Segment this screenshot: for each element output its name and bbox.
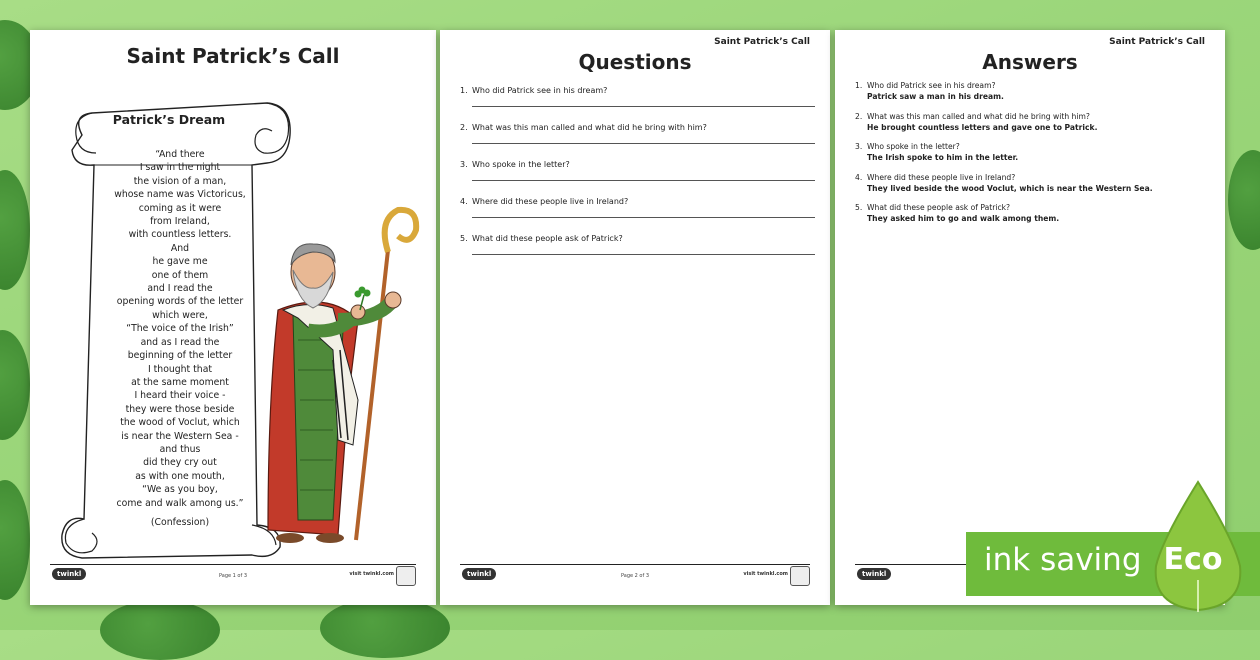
question-text: Where did these people live in Ireland? <box>472 197 629 206</box>
answer-question: Who spoke in the letter? <box>867 142 960 151</box>
question-text: What was this man called and what did he bring with him? <box>472 123 707 132</box>
clover-leaf-decoration <box>1228 150 1260 250</box>
twinkl-logo: twinkl <box>857 568 891 580</box>
twinkl-logo: twinkl <box>52 568 86 580</box>
worksheet-page-questions <box>440 30 830 605</box>
answer-text: They lived beside the wood Voclut, which is near the Western Sea. <box>867 183 1153 193</box>
poem-line: they were those beside <box>125 403 235 415</box>
poem-line: and I read the <box>147 283 213 295</box>
saint-patrick-illustration <box>238 200 428 545</box>
question-item <box>460 160 815 197</box>
answer-question: What was this man called and what did he bring with him? <box>867 111 1090 121</box>
question-text: Who spoke in the letter? <box>472 160 570 169</box>
poem-line: “And there <box>155 149 205 160</box>
answer-text: The Irish spoke to him in the letter. <box>867 153 1019 162</box>
poem-line: come and walk among us.” <box>116 497 244 509</box>
answer-item <box>855 202 1215 233</box>
answer-number: 5. <box>855 203 863 212</box>
question-item <box>460 86 815 123</box>
twinkl-logo: twinkl <box>462 568 496 580</box>
question-number: 2. <box>460 123 468 132</box>
answer-item <box>855 141 1215 172</box>
poem-line: beginning of the letter <box>127 350 233 362</box>
poem-line: and thus <box>159 443 201 455</box>
poem-line: the vision of a man, <box>133 175 227 187</box>
poem-line: which were, <box>152 309 208 321</box>
answer-item <box>855 111 1215 142</box>
poem-line: I thought that <box>147 363 213 375</box>
page-header: Saint Patrick’s Call <box>714 37 810 47</box>
question-number: 5. <box>460 234 468 243</box>
clover-leaf-decoration <box>0 330 30 440</box>
page-title: Saint Patrick’s Call <box>126 44 340 68</box>
quality-badge-icon <box>790 566 810 586</box>
poem-line: he gave me <box>152 256 208 268</box>
answer-line[interactable] <box>472 106 815 107</box>
clover-leaf-decoration <box>100 600 220 660</box>
answer-question: Who did Patrick see in his dream? <box>867 81 996 90</box>
question-item <box>460 123 815 160</box>
page-title: Questions <box>578 50 692 74</box>
question-text: Who did Patrick see in his dream? <box>472 86 608 95</box>
poem-line: I saw in the night <box>139 162 221 174</box>
page-header: Saint Patrick’s Call <box>1109 37 1205 47</box>
answer-item <box>855 172 1215 203</box>
answer-text: He brought countless letters and gave one to Patrick. <box>867 122 1098 132</box>
answer-question: What did these people ask of Patrick? <box>867 203 1011 212</box>
poem-line: coming as it were <box>138 202 222 214</box>
poem-line: as with one mouth, <box>135 470 225 482</box>
poem-line: opening words of the letter <box>116 296 244 308</box>
poem-line: is near the Western Sea - <box>121 430 239 442</box>
page-title: Answers <box>982 50 1078 74</box>
footer-divider <box>50 564 416 565</box>
poem-source: (Confession) <box>150 516 210 528</box>
visit-link[interactable]: visit twinkl.com <box>743 571 788 577</box>
poem-line: one of them <box>151 269 209 281</box>
answer-question: Where did these people live in Ireland? <box>867 172 1016 182</box>
quality-badge-icon <box>396 566 416 586</box>
answer-line[interactable] <box>472 217 815 218</box>
question-number: 1. <box>460 86 468 95</box>
scroll-title: Patrick’s Dream <box>112 112 226 127</box>
answer-list <box>855 80 1215 233</box>
question-text: What did these people ask of Patrick? <box>472 234 623 243</box>
poem-line: “We as you boy, <box>142 484 218 496</box>
answer-number: 3. <box>855 142 863 151</box>
page-number: Page 2 of 3 <box>620 573 650 579</box>
page-number: Page 1 of 3 <box>218 573 248 579</box>
answer-line[interactable] <box>472 180 815 181</box>
question-number: 4. <box>460 197 468 206</box>
worksheet-page-poem <box>30 30 436 605</box>
answer-number: 2. <box>855 111 863 121</box>
poem-line: from Ireland, <box>150 216 210 228</box>
answer-text: Patrick saw a man in his dream. <box>867 92 1004 101</box>
answer-number: 4. <box>855 172 863 182</box>
answer-number: 1. <box>855 81 863 90</box>
poem-line: I heard their voice - <box>134 390 226 402</box>
poem-line: with countless letters. <box>128 229 232 241</box>
clover-leaf-decoration <box>0 480 30 600</box>
eco-label: Eco <box>1163 542 1223 577</box>
ink-saving-label: ink saving <box>984 542 1142 578</box>
clover-leaf-decoration <box>320 598 450 658</box>
answer-line[interactable] <box>472 143 815 144</box>
clover-leaf-decoration <box>0 170 30 290</box>
answer-item <box>855 80 1215 111</box>
answer-line[interactable] <box>472 254 815 255</box>
poem-line: whose name was Victoricus, <box>114 189 246 201</box>
poem-line: “The voice of the Irish” <box>126 323 234 335</box>
question-list <box>460 86 815 271</box>
poem-line: did they cry out <box>143 457 217 469</box>
poem-line: the wood of Voclut, which <box>120 417 240 429</box>
poem-line: at the same moment <box>131 376 229 388</box>
poem-line: and as I read the <box>140 336 220 348</box>
question-number: 3. <box>460 160 468 169</box>
question-item <box>460 197 815 234</box>
answer-text: They asked him to go and walk among them. <box>867 214 1060 223</box>
question-item <box>460 234 815 271</box>
visit-link[interactable]: visit twinkl.com <box>349 571 394 577</box>
poem-line: And <box>170 242 190 254</box>
footer-divider <box>460 564 810 565</box>
